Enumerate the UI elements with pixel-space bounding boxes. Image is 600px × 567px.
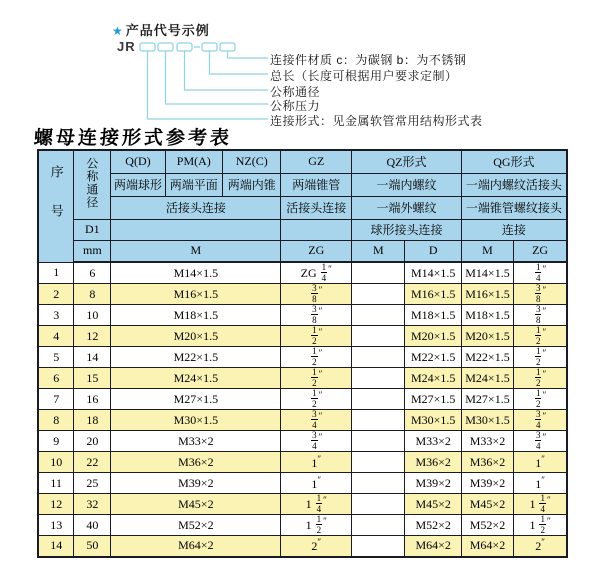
gz-zg-value-cell — [281, 347, 352, 368]
table-row — [38, 305, 567, 326]
fraction: $\frac{1}{2}$ — [316, 514, 322, 535]
inch-mark: ″ — [317, 453, 322, 464]
seq-cell: 4 — [38, 326, 74, 347]
table-row — [38, 494, 567, 515]
dn-cell: 25 — [74, 473, 111, 494]
fraction: $\frac{3}{4}$ — [535, 409, 541, 430]
header-gz-joint: 活接头连接 — [281, 196, 352, 219]
qz-m-value-cell — [352, 431, 405, 452]
qg-zg-value-cell — [514, 347, 567, 368]
header-gz-code: GZ — [281, 150, 352, 173]
inch-mark: ″ — [317, 537, 322, 548]
table-row — [38, 284, 567, 305]
fraction: $\frac{1}{2}$ — [312, 367, 317, 388]
m-value-cell: M14×1.5 — [111, 262, 281, 284]
inch-mark: ″ — [541, 537, 545, 548]
code-box — [158, 43, 173, 51]
m-value-cell: M33×2 — [111, 431, 281, 452]
fraction: $\frac{1}{2}$ — [312, 325, 317, 346]
header-nz-code: NZ(C) — [223, 150, 281, 173]
qg-m-value-cell: M30×1.5 — [461, 410, 513, 431]
label-material: 连接件材质 c：为碳钢 b：为不锈钢 — [270, 53, 467, 67]
qg-m-value-cell: M27×1.5 — [461, 389, 513, 410]
seq-cell: 14 — [38, 536, 74, 557]
fraction: $\frac{1}{4}$ — [535, 262, 541, 283]
header-qz-code: QZ形式 — [352, 150, 462, 173]
table-title: 螺母连接形式参考表 — [33, 128, 233, 149]
nut-connection-table — [37, 149, 568, 558]
table-row — [38, 347, 567, 368]
qg-m-value-cell: M39×2 — [461, 473, 513, 494]
inch-mark: ″ — [546, 495, 551, 505]
dn-cell: 32 — [74, 494, 111, 515]
dn-cell: 50 — [74, 536, 111, 557]
qz-m-value-cell — [352, 494, 405, 515]
inch-mark: ″ — [318, 432, 323, 442]
inch-mark: ″ — [323, 516, 327, 526]
qg-m-value-cell: M16×1.5 — [461, 284, 513, 305]
header-q-desc: 两端球形 — [111, 173, 165, 196]
label-connection: 连接形式：见金属软管常用结构形式表 — [270, 114, 483, 128]
inch-mark: ″ — [542, 369, 547, 379]
qg-m-value-cell: M64×2 — [461, 536, 513, 557]
qg-m-value-cell: M24×1.5 — [461, 368, 513, 389]
inch-mark: ″ — [542, 432, 547, 442]
qz-m-value-cell — [352, 515, 405, 536]
fraction: $\frac{1}{4}$ — [316, 493, 322, 514]
fraction: $\frac{1}{4}$ — [321, 262, 327, 283]
fraction: $\frac{3}{4}$ — [312, 430, 317, 451]
inch-mark: ″ — [542, 390, 547, 400]
header-qg-unit-m: M — [461, 240, 513, 262]
header-m-unit: M — [111, 240, 281, 262]
qz-m-value-cell — [352, 473, 405, 494]
qg-zg-value-cell — [514, 326, 567, 347]
seq-cell: 1 — [38, 262, 74, 284]
gz-zg-value-cell — [281, 431, 352, 452]
qz-m-value-cell — [352, 410, 405, 431]
qg-zg-value-cell — [514, 431, 567, 452]
m-value-cell: M36×2 — [111, 452, 281, 473]
fraction: $\frac{3}{8}$ — [535, 283, 541, 304]
inch-mark: ″ — [542, 285, 547, 295]
header-qz-desc2: 一端外螺纹 — [352, 196, 462, 219]
table-row — [38, 515, 567, 536]
header-qg-desc1: 一端内螺纹活接头 — [461, 173, 567, 196]
dn-cell: 12 — [74, 326, 111, 347]
inch-mark: ″ — [542, 327, 547, 337]
table-row — [38, 389, 567, 410]
table-row — [38, 452, 567, 473]
inch-mark: ″ — [542, 411, 547, 421]
header-seq: 序号 — [38, 150, 74, 262]
dn-cell: 22 — [74, 452, 111, 473]
header-qg-desc2: 一端锥管螺纹接头 — [461, 196, 567, 219]
label-pressure: 公称压力 — [270, 99, 321, 113]
header-gz-unit: ZG — [281, 240, 352, 262]
m-value-cell: M52×2 — [111, 515, 281, 536]
inch-mark: ″ — [546, 516, 551, 526]
qz-d-value-cell: M30×1.5 — [405, 410, 461, 431]
seq-cell: 9 — [38, 431, 74, 452]
m-value-cell: M45×2 — [111, 494, 281, 515]
header-d1: D1 — [74, 219, 111, 240]
label-length: 总长（长度可根据用户要求定制） — [270, 69, 458, 83]
header-q-code: Q(D) — [111, 150, 165, 173]
fraction: $\frac{1}{2}$ — [535, 325, 541, 346]
dn-cell: 40 — [74, 515, 111, 536]
inch-mark: ″ — [318, 348, 323, 358]
qg-m-value-cell: M18×1.5 — [461, 305, 513, 326]
seq-cell: 11 — [38, 473, 74, 494]
gz-zg-value-cell: 1 $\frac{1}{2}$ ″ — [281, 515, 352, 536]
seq-cell: 7 — [38, 389, 74, 410]
m-value-cell: M27×1.5 — [111, 389, 281, 410]
dn-cell: 6 — [74, 262, 111, 284]
code-box — [202, 43, 217, 51]
fraction: $\frac{3}{4}$ — [312, 409, 317, 430]
qz-d-value-cell: M22×1.5 — [405, 347, 461, 368]
connector-line — [185, 51, 269, 90]
header-pm-desc: 两端平面 — [165, 173, 222, 196]
qg-zg-value-cell: 1″ — [514, 452, 567, 473]
qg-zg-value-cell: 1″ — [514, 473, 567, 494]
code-box — [140, 43, 155, 51]
qz-m-value-cell — [352, 305, 405, 326]
header-blank — [111, 219, 281, 240]
inch-mark: ″ — [318, 390, 323, 400]
gz-zg-value-cell: ZG $\frac{1}{4}$ ″ — [281, 262, 352, 284]
qg-m-value-cell: M52×2 — [461, 515, 513, 536]
gz-zg-value-cell — [281, 410, 352, 431]
qg-zg-value-cell — [514, 410, 567, 431]
qz-d-value-cell: M36×2 — [405, 452, 461, 473]
code-diagram — [130, 40, 270, 125]
qg-zg-value-cell: 1 $\frac{1}{4}$ ″ — [514, 494, 567, 515]
inch-mark: ″ — [328, 264, 332, 274]
m-value-cell: M39×2 — [111, 473, 281, 494]
header-mm: mm — [74, 240, 111, 262]
qg-m-value-cell: M36×2 — [461, 452, 513, 473]
fraction: $\frac{3}{4}$ — [535, 430, 541, 451]
qg-m-value-cell: M22×1.5 — [461, 347, 513, 368]
label-diameter: 公称通径 — [270, 85, 321, 99]
qz-d-value-cell: M52×2 — [405, 515, 461, 536]
inch-mark: ″ — [542, 348, 547, 358]
qg-m-value-cell: M20×1.5 — [461, 326, 513, 347]
m-value-cell: M18×1.5 — [111, 305, 281, 326]
gz-zg-value-cell: 1″ — [281, 473, 352, 494]
m-value-cell: M22×1.5 — [111, 347, 281, 368]
qz-m-value-cell — [352, 452, 405, 473]
seq-cell: 2 — [38, 284, 74, 305]
seq-cell: 6 — [38, 368, 74, 389]
dn-cell: 14 — [74, 347, 111, 368]
qg-zg-value-cell: 2″ — [514, 536, 567, 557]
code-box — [220, 43, 235, 51]
seq-cell: 3 — [38, 305, 74, 326]
m-value-cell: M16×1.5 — [111, 284, 281, 305]
qz-m-value-cell — [352, 536, 405, 557]
table-row — [38, 473, 567, 494]
table-row — [38, 368, 567, 389]
gz-zg-value-cell: 1 $\frac{1}{4}$ ″ — [281, 494, 352, 515]
fraction: $\frac{3}{8}$ — [312, 304, 317, 325]
seq-cell: 10 — [38, 452, 74, 473]
qg-zg-value-cell: 1 $\frac{1}{2}$ ″ — [514, 515, 567, 536]
header-diameter: 公称通径 — [74, 150, 111, 219]
fraction: $\frac{1}{2}$ — [535, 346, 541, 367]
header-qg-code: QG形式 — [461, 150, 567, 173]
header-qz-desc1: 一端内螺纹 — [352, 173, 462, 196]
qz-m-value-cell — [352, 389, 405, 410]
qg-m-value-cell: M33×2 — [461, 431, 513, 452]
m-value-cell: M64×2 — [111, 536, 281, 557]
gz-zg-value-cell — [281, 368, 352, 389]
m-value-cell: M20×1.5 — [111, 326, 281, 347]
inch-mark: ″ — [323, 495, 327, 505]
gz-zg-value-cell: 1″ — [281, 452, 352, 473]
qz-d-value-cell: M27×1.5 — [405, 389, 461, 410]
inch-mark: ″ — [318, 285, 323, 295]
header-qz-connect: 球形接头连接 — [352, 219, 462, 240]
dn-cell: 18 — [74, 410, 111, 431]
fraction: $\frac{1}{2}$ — [312, 388, 317, 409]
qz-d-value-cell: M33×2 — [405, 431, 461, 452]
code-prefix: JR — [117, 39, 136, 54]
dn-cell: 8 — [74, 284, 111, 305]
table-row — [38, 326, 567, 347]
qz-d-value-cell: M64×2 — [405, 536, 461, 557]
header-blank — [281, 219, 352, 240]
gz-zg-value-cell: 2″ — [281, 536, 352, 557]
dn-cell: 16 — [74, 389, 111, 410]
qz-d-value-cell: M18×1.5 — [405, 305, 461, 326]
header-nz-desc: 两端内锥 — [223, 173, 281, 196]
gz-zg-value-cell — [281, 389, 352, 410]
seq-cell: 5 — [38, 347, 74, 368]
product-code-heading — [112, 20, 210, 39]
header-qg-unit-zg: ZG — [514, 240, 567, 262]
inch-mark: ″ — [318, 327, 323, 337]
table-body — [38, 262, 567, 557]
inch-mark: ″ — [542, 264, 547, 274]
seq-cell: 12 — [38, 494, 74, 515]
qz-d-value-cell: M24×1.5 — [405, 368, 461, 389]
fraction: $\frac{3}{8}$ — [535, 304, 541, 325]
qg-zg-value-cell — [514, 305, 567, 326]
dn-cell: 10 — [74, 305, 111, 326]
table-row — [38, 262, 567, 284]
header-qg-connect: 连接 — [461, 219, 567, 240]
qg-zg-value-cell — [514, 389, 567, 410]
qg-m-value-cell: M14×1.5 — [461, 262, 513, 284]
dn-cell: 15 — [74, 368, 111, 389]
gz-zg-value-cell — [281, 284, 352, 305]
table-header — [38, 150, 567, 262]
inch-mark: ″ — [542, 306, 547, 316]
seq-cell: 13 — [38, 515, 74, 536]
header-joint-connect: 活接头连接 — [111, 196, 281, 219]
fraction: $\frac{1}{2}$ — [535, 367, 541, 388]
header-qz-unit-d: D — [405, 240, 461, 262]
qz-d-value-cell: M45×2 — [405, 494, 461, 515]
qz-d-value-cell: M16×1.5 — [405, 284, 461, 305]
seq-cell: 8 — [38, 410, 74, 431]
table-row — [38, 536, 567, 557]
fraction: $\frac{3}{8}$ — [312, 283, 317, 304]
qz-d-value-cell: M39×2 — [405, 473, 461, 494]
inch-mark: ″ — [541, 474, 545, 485]
gz-zg-value-cell — [281, 305, 352, 326]
dn-cell: 20 — [74, 431, 111, 452]
fraction: $\frac{1}{2}$ — [535, 388, 541, 409]
table-row — [38, 410, 567, 431]
fraction: $\frac{1}{2}$ — [540, 514, 545, 535]
code-box — [177, 43, 192, 51]
qg-m-value-cell: M45×2 — [461, 494, 513, 515]
product-code-heading-text: 产品代号示例 — [125, 23, 210, 38]
star-icon: ★ — [112, 24, 124, 38]
qz-m-value-cell — [352, 347, 405, 368]
fraction: $\frac{1}{4}$ — [540, 493, 545, 514]
qz-d-value-cell: M14×1.5 — [405, 262, 461, 284]
fraction: $\frac{1}{2}$ — [312, 346, 317, 367]
connector-line — [166, 51, 269, 104]
table-row — [38, 431, 567, 452]
m-value-cell: M24×1.5 — [111, 368, 281, 389]
connector-line — [228, 51, 269, 58]
qz-m-value-cell — [352, 326, 405, 347]
qz-d-value-cell: M20×1.5 — [405, 326, 461, 347]
qg-zg-value-cell — [514, 262, 567, 284]
m-value-cell: M30×1.5 — [111, 410, 281, 431]
inch-mark: ″ — [318, 411, 323, 421]
inch-mark: ″ — [318, 306, 323, 316]
gz-zg-value-cell — [281, 326, 352, 347]
qz-m-value-cell — [352, 368, 405, 389]
connector-line — [210, 51, 269, 74]
inch-mark: ″ — [318, 369, 323, 379]
qz-m-value-cell — [352, 284, 405, 305]
qg-zg-value-cell — [514, 284, 567, 305]
header-qz-unit-m: M — [352, 240, 405, 262]
header-gz-desc: 两端锥管 — [281, 173, 352, 196]
header-pm-code: PM(A) — [165, 150, 222, 173]
inch-mark: ″ — [317, 474, 322, 485]
qz-m-value-cell — [352, 262, 405, 284]
qg-zg-value-cell — [514, 368, 567, 389]
inch-mark: ″ — [541, 453, 545, 464]
